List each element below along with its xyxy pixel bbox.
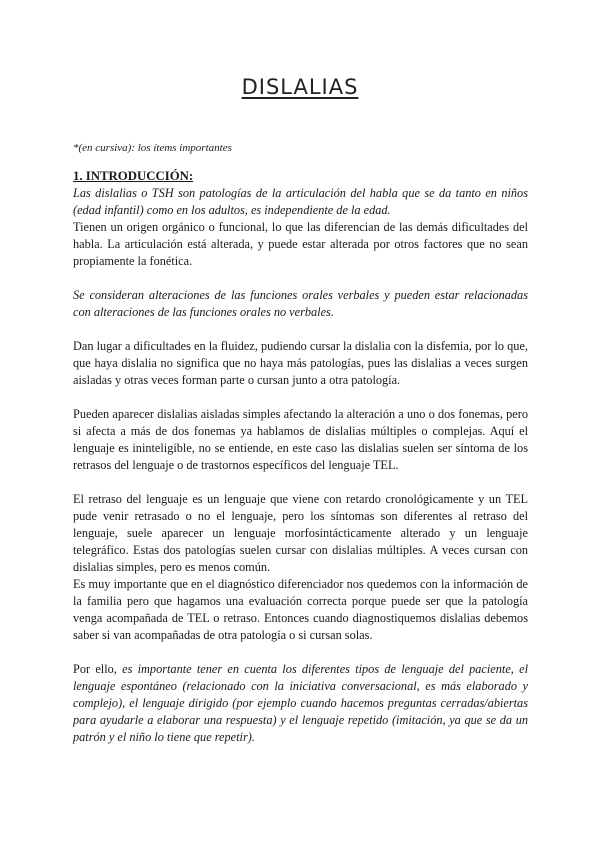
paragraph-7: Es muy importante que en el diagnóstico diferenciador nos quedemos con la información de la familia pero que hagamos una evaluación correcta porque puede ser que la patología venga acompañada de TEL o retraso. Entonces cuando diagnostiquemos dislalias debemos saber si van acompañadas de otra patología o si cursan solas. xyxy=(73,577,528,642)
paragraph-4: Dan lugar a dificultades en la fluidez, pudiendo cursar la dislalia con la disfemia, por lo que, que haya dislalia no significa que no haya más patologías, pues las dislalias a veces surgen aisladas y otras veces forman parte o cursan junto a otra patología. xyxy=(73,339,528,387)
paragraph-5: Pueden aparecer dislalias aisladas simples afectando la alteración a uno o dos fonemas, pero si afecta a más de dos fonemas ya hablamos de dislalias múltiples o complejas. Aquí el lenguaje es ininteligible, no se entiende, en este caso las dislalias suelen ser síntoma de los retrasos del lenguaje o de trastornos específicos del lenguaje TEL. xyxy=(73,407,528,472)
paragraph-1: Las dislalias o TSH son patologías de la articulación del habla que se da tanto en niños (edad infantil) como en los adultos, es independiente de la edad. xyxy=(73,186,528,217)
italic-note: *(en cursiva): los ítems importantes xyxy=(73,142,232,154)
paragraph-2: Tienen un origen orgánico o funcional, lo que las diferencian de las demás dificultades del habla. La articulación está alterada, y puede estar alterada por otros factores que no sean propiamente la fonética. xyxy=(73,220,528,268)
paragraph-3: Se consideran alteraciones de las funciones orales verbales y pueden estar relacionadas con alteraciones de las funciones orales no verbales. xyxy=(73,288,528,319)
paragraph-8-intro: Por ello, xyxy=(73,662,123,676)
paragraph-6: El retraso del lenguaje es un lenguaje que viene con retardo cronológicamente y un TEL pude venir retrasado o no el lenguaje, pero los síntomas son diferentes al retraso del lenguaje, suele aparecer un lenguaje morfosintácticamente alterado y un lenguaje telegráfico. Estas dos patologías suelen cursar con dislalias múltiples. A veces cursan con dislalias simples, pero es menos común. xyxy=(73,492,528,574)
paragraph-8 xyxy=(73,661,528,746)
paragraph-8-italic: es importante tener en cuenta los diferentes tipos de lenguaje del paciente, el lenguaje espontáneo (relacionado con la iniciativa conversacional, es más elaborado y complejo), el lenguaje dirigido (por ejemplo cuando hacemos preguntas cerradas/abiertas para ayudarle a elaborar una respuesta) y el lenguaje repetido (imitación, ya que se da un patrón y el niño lo tiene que repetir). xyxy=(73,662,528,744)
section-heading: 1. INTRODUCCIÓN: xyxy=(73,169,194,183)
page-title: DISLALIAS xyxy=(241,75,359,99)
document-body xyxy=(73,168,528,746)
